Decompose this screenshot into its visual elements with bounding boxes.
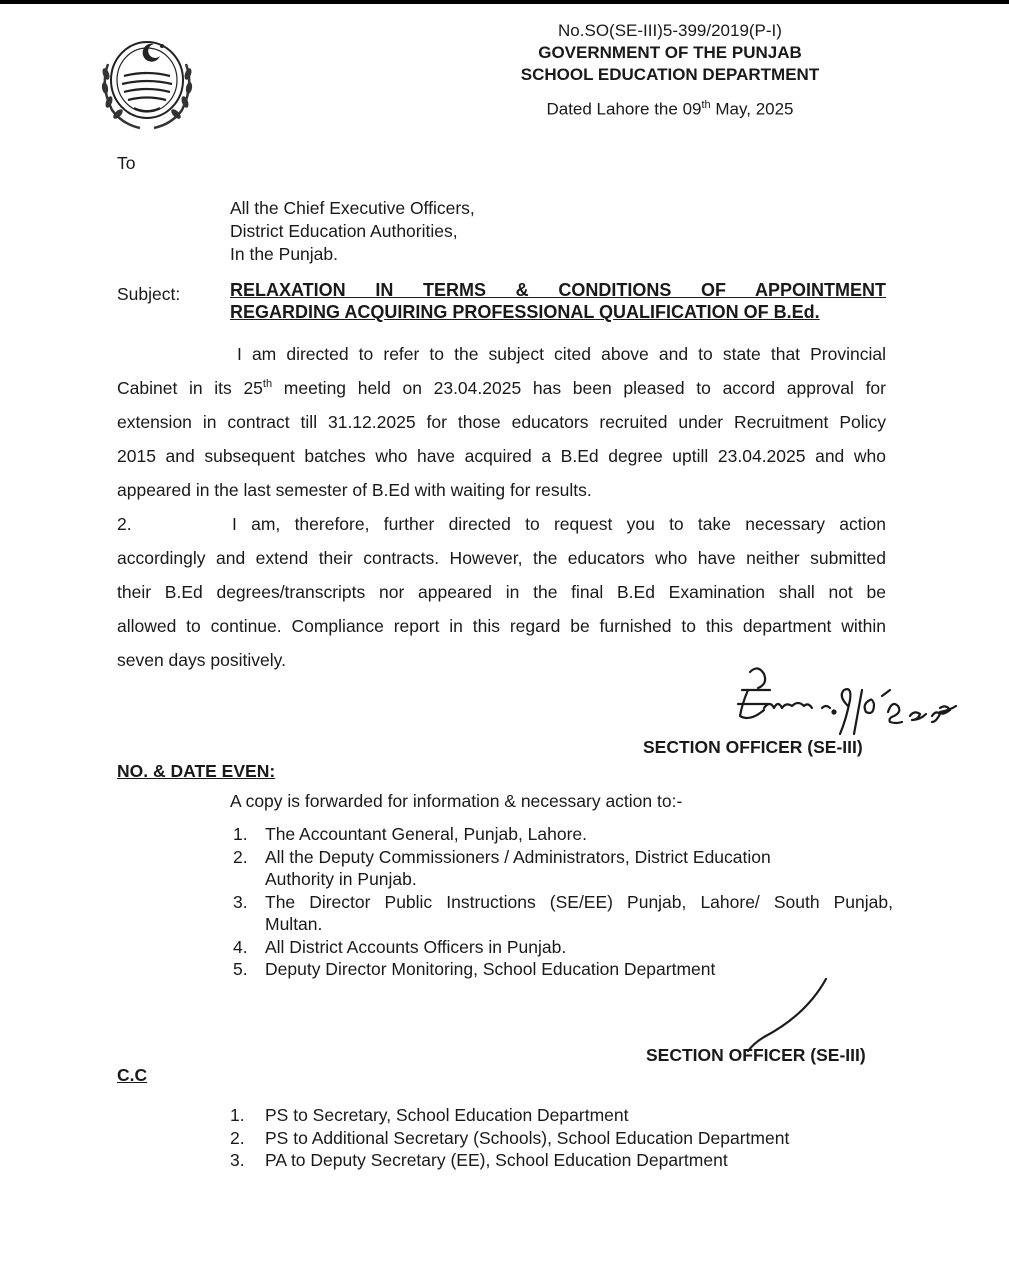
subject-line-2: REGARDING ACQUIRING PROFESSIONAL QUALIFICATION OF B.Ed. xyxy=(230,302,820,322)
body-line: allowed to continue. Compliance report in this regard be furnished to this department within xyxy=(117,616,886,636)
body-line: their B.Ed degrees/transcripts nor appeared in the final B.Ed Examination shall not be xyxy=(117,582,886,602)
list-item: 3. The Director Public Instructions (SE/EE) Punjab, Lahore/ South Punjab, Multan. xyxy=(233,891,893,934)
subject-line-1: RELAXATION IN TERMS & CONDITIONS OF APPOINTMENT xyxy=(230,280,886,300)
body-line: seven days positively. xyxy=(117,650,286,670)
body-line: accordingly and extend their contracts. However, the educators who have neither submitted xyxy=(117,548,886,568)
subject-label: Subject: xyxy=(117,284,181,304)
body-paragraph-2 xyxy=(117,507,886,677)
addressee-line: In the Punjab. xyxy=(230,244,338,264)
list-item: 3. PA to Deputy Secretary (EE), School Education Department xyxy=(230,1150,728,1170)
signature-stroke xyxy=(730,975,840,1055)
list-item: 1. PS to Secretary, School Education Department xyxy=(230,1105,629,1125)
endorsement-list xyxy=(233,823,893,981)
letter-number: No.SO(SE-III)5-399/2019(P-I) xyxy=(558,21,782,40)
section-officer-title: SECTION OFFICER (SE-III) xyxy=(643,737,863,757)
to-label: To xyxy=(117,153,136,173)
body-line: Cabinet in its 25th meeting held on 23.04.2025 has been pleased to accord approval for xyxy=(117,378,886,398)
addressee-line: All the Chief Executive Officers, xyxy=(230,198,475,218)
body-line: appeared in the last semester of B.Ed with waiting for results. xyxy=(117,480,592,500)
letter-header xyxy=(520,20,820,121)
addressee-line: District Education Authorities, xyxy=(230,221,458,241)
section-officer-title-2: SECTION OFFICER (SE-III) xyxy=(646,1045,866,1065)
body-paragraph-1 xyxy=(117,337,886,507)
list-item: 4. All District Accounts Officers in Punjab. xyxy=(233,936,567,957)
list-item: 5. Deputy Director Monitoring, School Education Department xyxy=(233,959,716,979)
top-border xyxy=(0,0,1009,4)
paragraph-number: 2. xyxy=(117,514,132,534)
addressee-block xyxy=(230,197,475,266)
endorsement-intro: A copy is forwarded for information & necessary action to:- xyxy=(230,791,683,811)
department-title: SCHOOL EDUCATION DEPARTMENT xyxy=(520,65,820,84)
body-line: extension in contract till 31.12.2025 for those educators recruited under Recruitment Policy xyxy=(117,412,886,432)
body-line-numbered: 2. I am, therefore, further directed to request you to take necessary action xyxy=(117,507,886,541)
endorsement-heading: NO. & DATE EVEN: xyxy=(117,761,276,781)
punjab-emblem-logo xyxy=(92,24,202,134)
letter-date: Dated Lahore the 09th May, 2025 xyxy=(546,99,794,119)
list-item: 1. The Accountant General, Punjab, Lahore. xyxy=(233,824,588,844)
cc-heading: C.C xyxy=(117,1065,148,1085)
government-title: GOVERNMENT OF THE PUNJAB xyxy=(538,43,802,62)
body-line: I am directed to refer to the subject cited above and to state that Provincial xyxy=(237,344,886,364)
body-line: 2015 and subsequent batches who have acquired a B.Ed degree uptill 23.04.2025 and who xyxy=(117,446,886,466)
list-item: 2. All the Deputy Commissioners / Administrators, District Education Authority in Punjab. xyxy=(233,846,771,889)
cc-list xyxy=(230,1104,890,1172)
list-item: 2. PS to Additional Secretary (Schools), School Education Department xyxy=(230,1127,790,1148)
